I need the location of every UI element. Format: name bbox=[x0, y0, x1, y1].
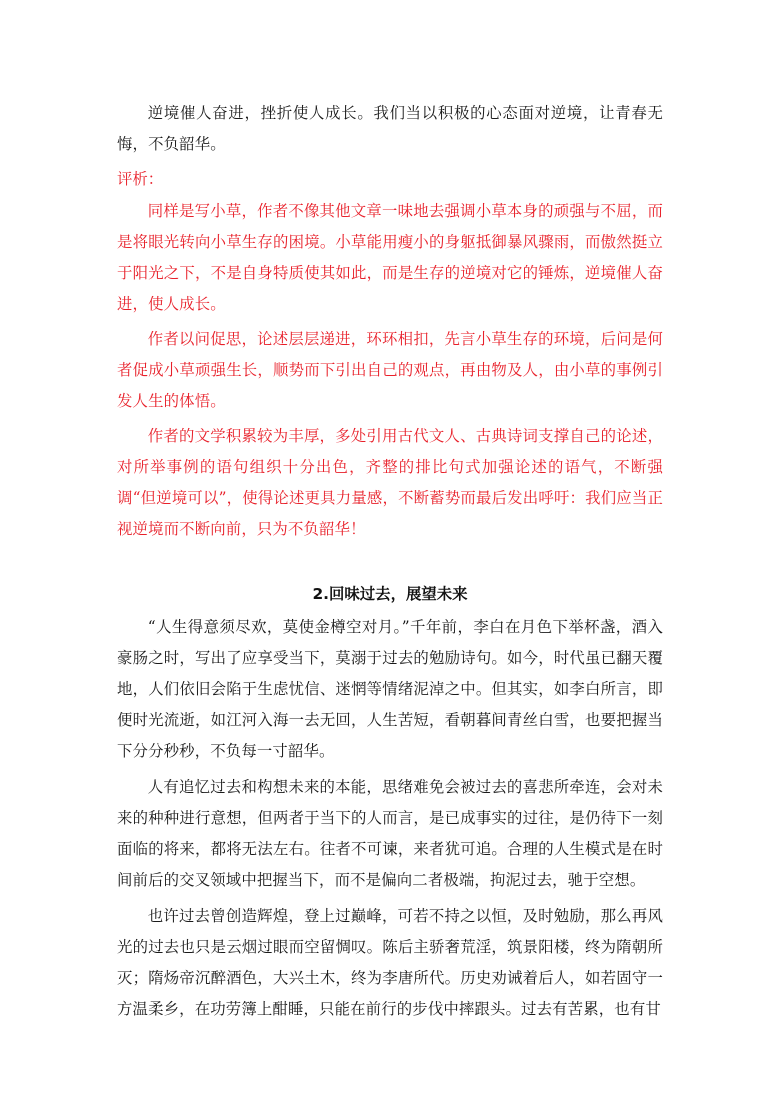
section-title: 2.回味过去，展望未来 bbox=[312, 585, 468, 603]
essay-paragraph: “人生得意须尽欢，莫使金樽空对月。”千年前，李白在月色下举杯盏，酒入豪肠之时，写出了应享受当下，莫溺于过去的勉励诗句。如今，时代虽已翻天覆地，人们依旧会陷于生虑忧信、迷惘等情绪泥淖之中。但其实，如李白所言，即便时光流逝，如江河入海一去无回，人生苦短，看朝暮间青丝白雪，也要把握当下分分秒秒，不负每一寸韶华。 bbox=[117, 618, 663, 760]
essay-paragraph: 人有追忆过去和构想未来的本能，思绪难免会被过去的喜悲所牵连，会对未来的种种进行意想，但两者于当下的人而言，是已成事实的过往，是仍待下一刻面临的将来，都将无法左右。往者不可谏，来者犹可追。合理的人生模式是在时间前后的交叉领域中把握当下，而不是偏向二者极端，拘泥过去，驰于空想。 bbox=[117, 778, 663, 889]
essay-section bbox=[117, 579, 663, 1025]
essay-paragraph: 也许过去曾创造辉煌，登上过巅峰，可若不持之以恒，及时勉励，那么再风光的过去也只是云烟过眼而空留惆叹。陈后主骄奢荒淫，筑景阳楼，终为隋朝所灭；隋炀帝沉醉酒色，大兴土木，终为李唐所代。历史劝诫着后人，如若固守一方温柔乡，在功劳簿上酣睡，只能在前行的步伐中摔跟头。过去有苦累，也有甘 bbox=[117, 907, 663, 1018]
analysis-label: 评析： bbox=[117, 170, 164, 188]
essay-closing-paragraph: 逆境催人奋进，挫折使人成长。我们当以积极的心态面对逆境，让青春无悔，不负韶华。 bbox=[117, 104, 663, 153]
analysis-paragraph: 作者的文学积累较为丰厚，多处引用古代文人、古典诗词支撑自己的论述，对所举事例的语句组织十分出色，齐整的排比句式加强论述的语气，不断强调“但逆境可以”，使得论述更具力量感，不断蓄势而最后发出呼吁：我们应当正视逆境而不断向前，只为不负韶华！ bbox=[117, 427, 663, 538]
document-page bbox=[117, 98, 663, 1030]
analysis-paragraph: 作者以问促思，论述层层递进，环环相扣，先言小草生存的环境，后问是何者促成小草顽强生长，顺势而下引出自己的观点，再由物及人，由小草的事例引发人生的体悟。 bbox=[117, 330, 663, 410]
analysis-block bbox=[117, 164, 663, 545]
analysis-paragraph: 同样是写小草，作者不像其他文章一味地去强调小草本身的顽强与不屈，而是将眼光转向小草生存的困境。小草能用瘦小的身躯抵御暴风骤雨，而傲然挺立于阳光之下，不是自身特质使其如此，而是生存的逆境对它的锤炼，逆境催人奋进，使人成长。 bbox=[117, 202, 663, 313]
